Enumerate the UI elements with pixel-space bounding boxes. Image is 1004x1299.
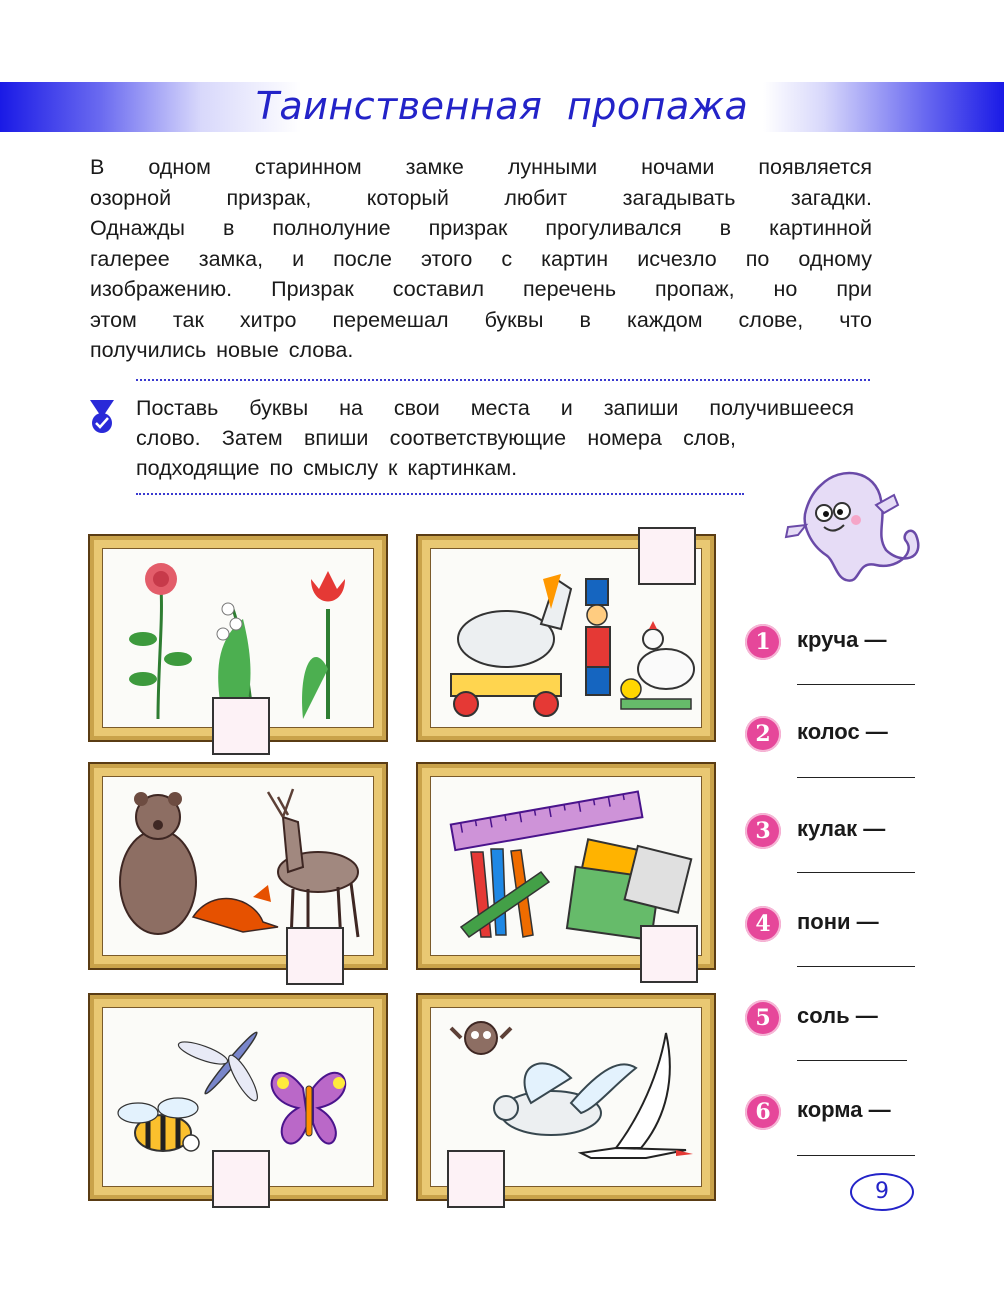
story-line: озорной призрак, который любит загадывать загадки. — [90, 185, 872, 210]
story-line: получились новые слова. — [90, 338, 354, 362]
dotted-divider-top — [136, 379, 870, 381]
story-line: галерее замка, и после этого с картин исчезло по одному — [90, 246, 872, 271]
ghost-icon — [776, 465, 926, 605]
word-label: пони — — [797, 909, 879, 934]
number-badge: 5 — [745, 1000, 781, 1036]
answer-box-insects[interactable] — [212, 1150, 270, 1208]
answer-box-school[interactable] — [640, 925, 698, 983]
answer-box-birds[interactable] — [447, 1150, 505, 1208]
page-title: Таинственная пропажа — [255, 84, 749, 128]
story-line: Однажды в полнолуние призрак прогуливался в картинной — [90, 216, 872, 240]
task-check-icon — [89, 398, 115, 434]
answer-line-5[interactable] — [797, 1060, 907, 1061]
story-line: изображению. Призрак составил перечень пропаж, но при — [90, 277, 872, 301]
answer-line-6[interactable] — [797, 1155, 915, 1156]
answer-line-1[interactable] — [797, 684, 915, 685]
word-label: круча — — [797, 627, 887, 652]
number-badge: 2 — [745, 716, 781, 752]
number-badge: 6 — [745, 1094, 781, 1130]
task-line: подходящие по смыслу к картинкам. — [136, 456, 518, 480]
word-label: кулак — — [797, 816, 886, 841]
word-label: колос — — [797, 719, 888, 744]
story-line: этом так хитро перемешал буквы в каждом слове, что — [90, 307, 872, 332]
word-label: соль — — [797, 1003, 878, 1028]
word-label: корма — — [797, 1097, 891, 1122]
number-badge: 1 — [745, 624, 781, 660]
answer-box-toys[interactable] — [638, 527, 696, 585]
answer-line-2[interactable] — [797, 777, 915, 778]
answer-box-flowers[interactable] — [212, 697, 270, 755]
answer-line-4[interactable] — [797, 966, 915, 967]
task-line: Поставь буквы на свои места и запиши получившееся — [136, 396, 854, 420]
number-badge: 3 — [745, 813, 781, 849]
answer-line-3[interactable] — [797, 872, 915, 873]
page-number: 9 — [850, 1173, 914, 1211]
story-line: В одном старинном замке лунными ночами появляется — [90, 155, 872, 179]
dotted-divider-bottom — [136, 493, 744, 495]
task-line: слово. Затем впиши соответствующие номера слов, — [136, 426, 736, 450]
answer-box-animals[interactable] — [286, 927, 344, 985]
task-text — [136, 393, 854, 483]
story-text — [90, 152, 872, 366]
number-badge: 4 — [745, 906, 781, 942]
